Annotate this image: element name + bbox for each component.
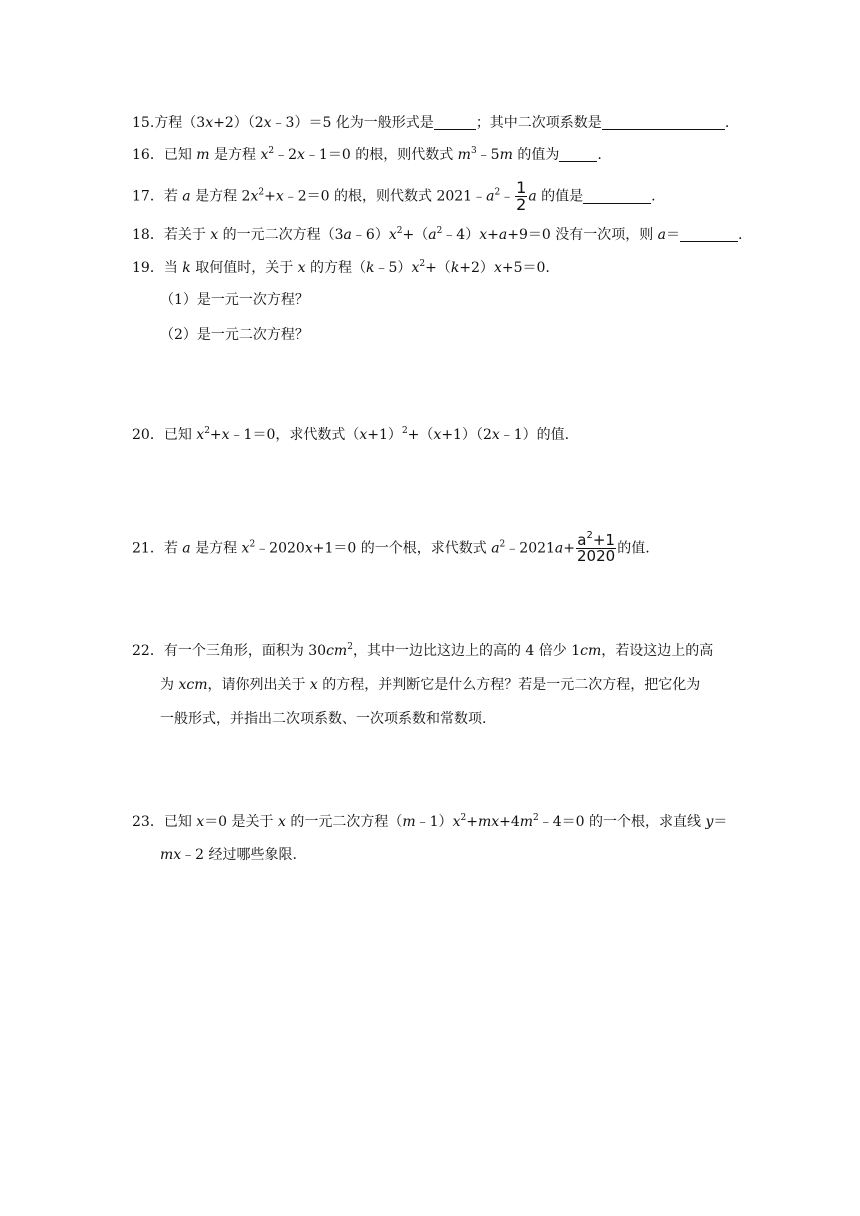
question-19-part-1: （1）是一元一次方程？ — [160, 292, 309, 308]
question-19-part-2: （2）是一元二次方程？ — [160, 327, 309, 343]
question-23-line-1: 23．已知 x＝0 是关于 x 的一元二次方程$(m﹣1)x^2+mx+4m^2﹣4=0$ 的一个根，求直线 y＝ — [132, 813, 728, 830]
question-22-line-3: 一般形式，并指出二次项系数、一次项系数和常数项. — [160, 711, 487, 727]
question-19: 19．当 k 取何值时，关于 x 的方程$(k﹣5)x^2+(k+2)x+5=0$. — [132, 259, 550, 276]
answer-blank[interactable] — [434, 115, 476, 130]
question-21: 21．若 a 是方程 $x^2﹣2020x+1=0$ 的一个根，求代数式 $a^2﹣2021a+$ $\frac{a^2+1}{2020}$ 的值. — [132, 530, 650, 565]
answer-blank[interactable] — [602, 115, 725, 130]
answer-blank[interactable] — [680, 227, 738, 242]
question-20: 20．已知 $x^2+x﹣1=0$，求代数式$(x+1)^2+(x+1)(2x﹣1)$的值. — [132, 426, 570, 443]
fraction-one-half: $\frac{1}{2}$ — [516, 178, 527, 214]
question-22-line-1: 22．有一个三角形，面积为 $30cm^2$，其中一边比这边上的高的 4 倍少 1cm，若设这边上的高 — [132, 642, 714, 659]
answer-blank[interactable] — [583, 189, 651, 204]
answer-blank[interactable] — [559, 147, 597, 162]
question-23-line-2: mx﹣2 经过哪些象限. — [160, 847, 297, 863]
question-16: 16．已知 m 是方程 $x^2﹣2x﹣1=0$ 的根，则代数式 $m^3﹣5m$ 的值为 . — [132, 146, 602, 163]
question-17: 17．若 a 是方程 $2x^2+x﹣2=0$ 的根，则代数式 $2021﹣a^2﹣$ $\frac{1}{2}$ a 的值是 . — [132, 178, 656, 214]
question-22-line-2: 为 xcm，请你列出关于 x 的方程，并判断它是什么方程？若是一元二次方程，把它化为 — [160, 677, 701, 693]
fraction-a-squared-plus-one-over-2020: $\frac{a^2+1}{2020}$ — [577, 530, 616, 565]
question-18: 18．若关于 x 的一元二次方程$(3a﹣6)x^2+(a^2﹣4)x+a+9=0$ 没有一次项，则 a＝ . — [132, 226, 743, 243]
question-15: 15.方程（3x+2）（2x﹣3）＝5 化为一般形式是 ；其中二次项系数是 . — [132, 115, 730, 131]
